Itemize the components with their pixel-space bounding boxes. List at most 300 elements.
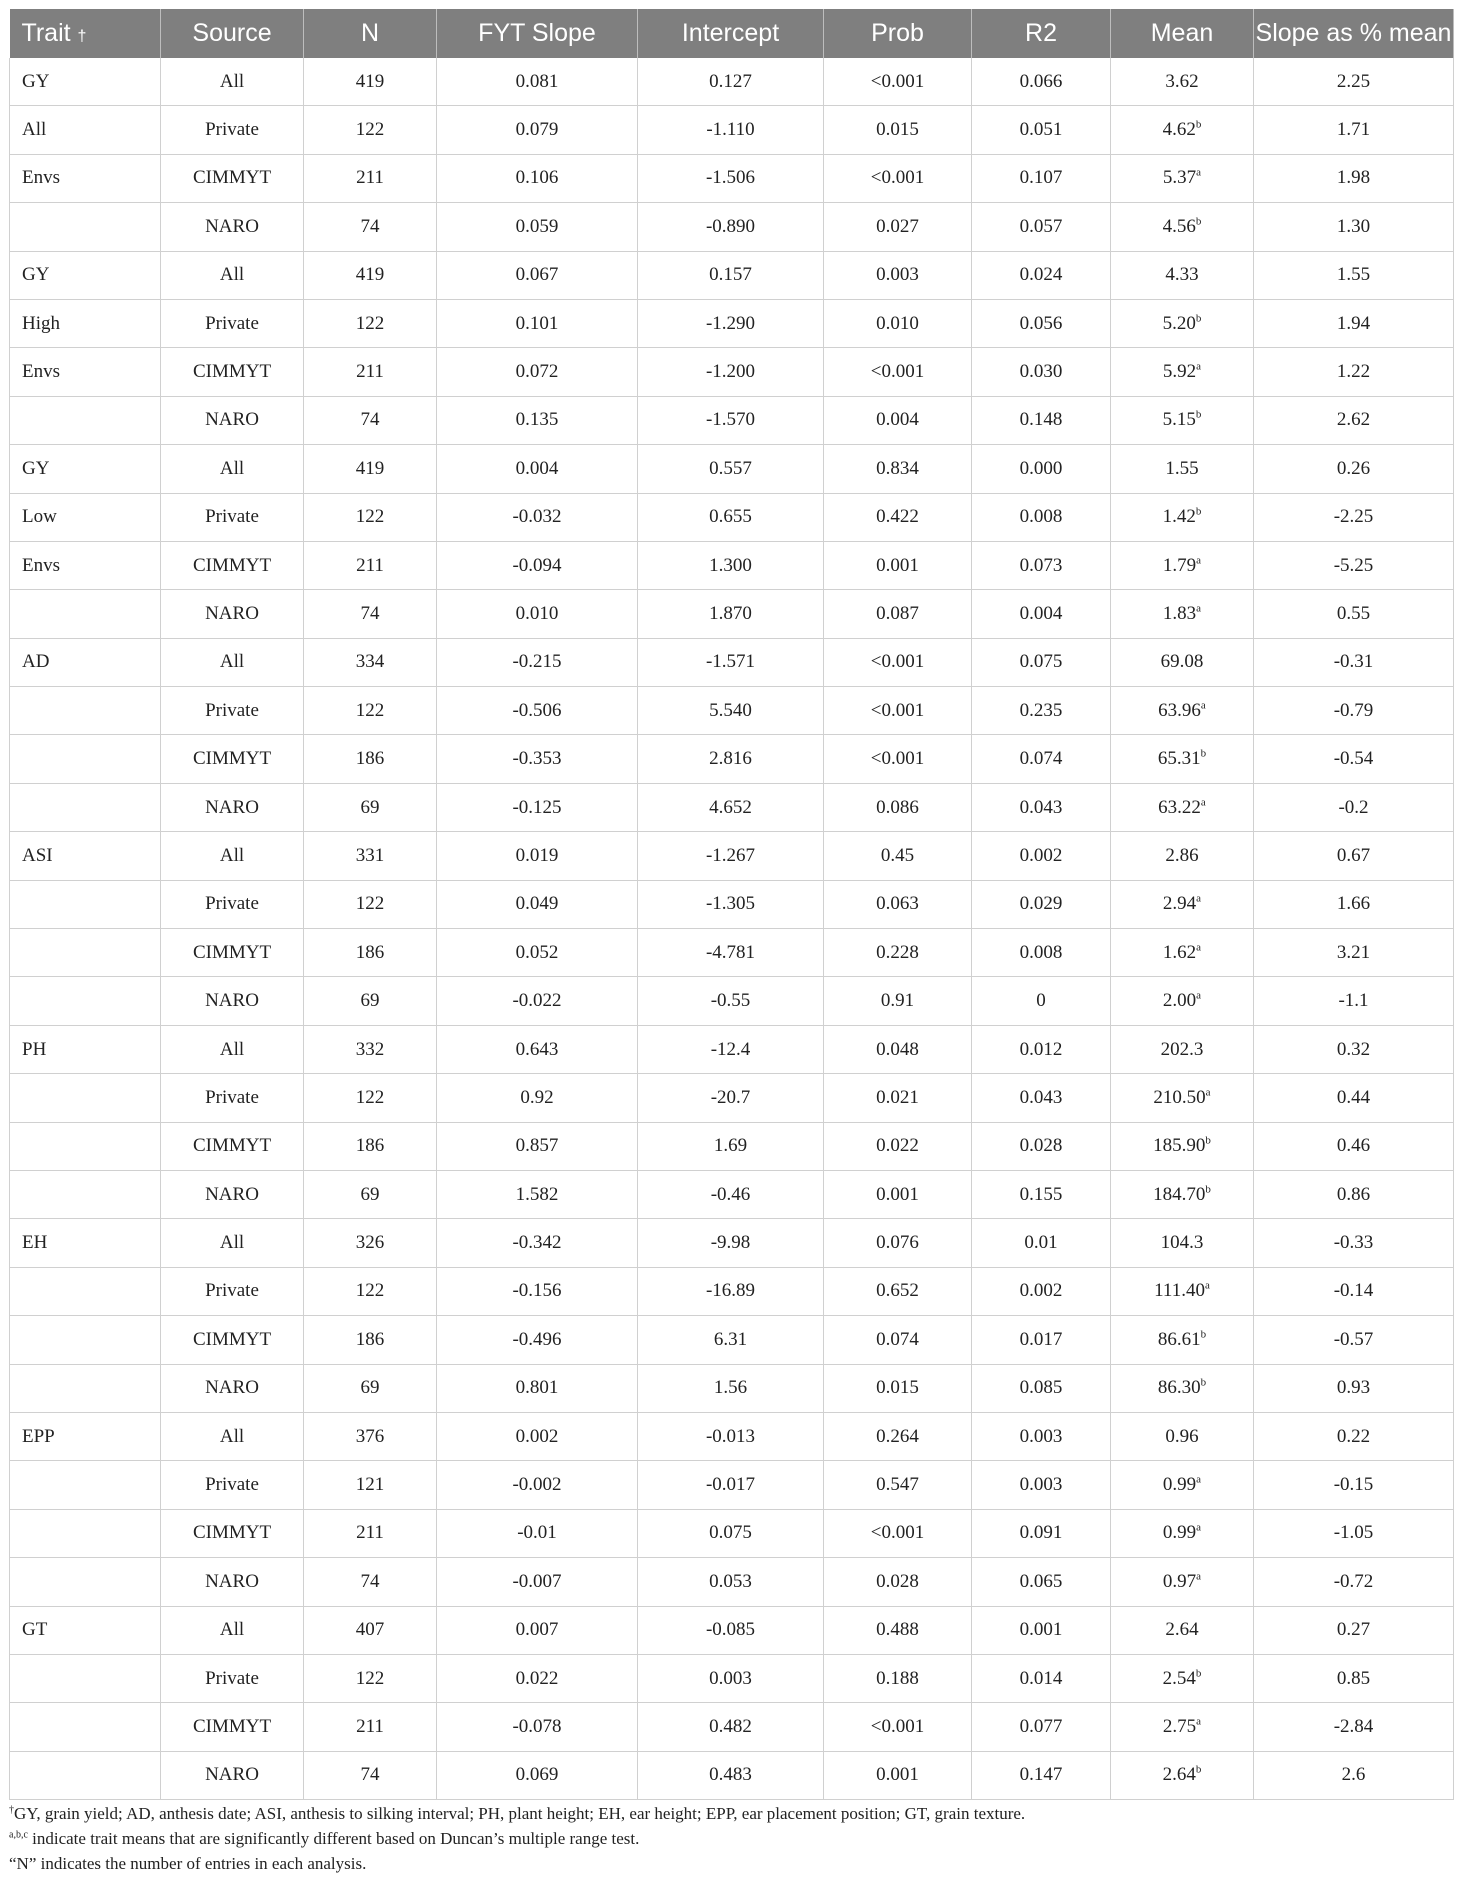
cell-prob: 0.063: [824, 880, 972, 928]
cell-mean: [1111, 1364, 1254, 1412]
cell-prob: <0.001: [824, 348, 972, 396]
cell-prob: 0.91: [824, 977, 972, 1025]
footnote-dagger: †: [9, 1804, 14, 1816]
cell-pct: 1.55: [1254, 251, 1454, 299]
cell-prob: 0.488: [824, 1606, 972, 1654]
cell-intercept: 1.69: [638, 1122, 824, 1170]
cell-trait: PH: [10, 1025, 161, 1073]
cell-mean: [1111, 1267, 1254, 1315]
cell-n: 211: [304, 541, 437, 589]
table-row: [10, 735, 1454, 783]
significance-letter: b: [1195, 215, 1202, 228]
significance-letter: a: [1200, 796, 1206, 809]
mean-value: 86.30: [1157, 1377, 1201, 1399]
cell-trait: [10, 783, 161, 831]
cell-source: Private: [161, 880, 304, 928]
cell-intercept: -0.890: [638, 203, 824, 251]
significance-letter: b: [1205, 1183, 1211, 1196]
cell-intercept: -12.4: [638, 1025, 824, 1073]
mean-value: 210.50: [1153, 1086, 1206, 1108]
cell-source: CIMMYT: [161, 1122, 304, 1170]
cell-prob: 0.652: [824, 1267, 972, 1315]
table-row: [10, 106, 1454, 154]
cell-r2: 0.000: [972, 445, 1111, 493]
cell-r2: 0.001: [972, 1606, 1111, 1654]
cell-pct: 0.86: [1254, 1170, 1454, 1218]
cell-prob: <0.001: [824, 735, 972, 783]
cell-r2: 0.091: [972, 1509, 1111, 1557]
cell-mean: [1111, 493, 1254, 541]
mean-value: 2.75: [1162, 1715, 1197, 1737]
header-pct: Slope as % mean: [1254, 9, 1454, 58]
significance-letter: a: [1205, 1086, 1211, 1099]
cell-source: NARO: [161, 1751, 304, 1799]
cell-source: NARO: [161, 590, 304, 638]
cell-slope: -0.156: [437, 1267, 638, 1315]
cell-pct: 0.32: [1254, 1025, 1454, 1073]
footnote-abbreviations: [9, 1801, 1453, 1826]
cell-pct: 1.94: [1254, 299, 1454, 347]
cell-intercept: -16.89: [638, 1267, 824, 1315]
cell-pct: -0.33: [1254, 1219, 1454, 1267]
cell-mean: [1111, 1558, 1254, 1606]
mean-value: 2.00: [1162, 990, 1197, 1012]
cell-trait: GY: [10, 58, 161, 106]
cell-pct: 0.93: [1254, 1364, 1454, 1412]
cell-r2: 0.004: [972, 590, 1111, 638]
cell-prob: 0.074: [824, 1316, 972, 1364]
table-row: [10, 58, 1454, 106]
mean-value: 4.62: [1162, 119, 1196, 141]
cell-prob: 0.010: [824, 299, 972, 347]
mean-value: 1.42: [1162, 506, 1196, 528]
cell-pct: -0.31: [1254, 638, 1454, 686]
cell-pct: 0.27: [1254, 1606, 1454, 1654]
cell-source: Private: [161, 106, 304, 154]
cell-prob: 0.001: [824, 1170, 972, 1218]
cell-trait: Envs: [10, 541, 161, 589]
cell-r2: 0.057: [972, 203, 1111, 251]
significance-letter: a: [1196, 167, 1202, 180]
cell-prob: 0.001: [824, 1751, 972, 1799]
cell-intercept: -1.110: [638, 106, 824, 154]
cell-source: Private: [161, 1267, 304, 1315]
cell-n: 74: [304, 396, 437, 444]
table-row: [10, 348, 1454, 396]
cell-trait: [10, 203, 161, 251]
cell-source: All: [161, 638, 304, 686]
mean-value: 2.54: [1162, 1667, 1196, 1689]
significance-letter: b: [1200, 747, 1207, 760]
cell-n: 121: [304, 1461, 437, 1509]
table-row: [10, 493, 1454, 541]
cell-slope: 0.052: [437, 929, 638, 977]
cell-trait: [10, 880, 161, 928]
mean-value: 3.62: [1165, 70, 1199, 92]
cell-intercept: -1.506: [638, 154, 824, 202]
table-row: [10, 541, 1454, 589]
cell-source: CIMMYT: [161, 541, 304, 589]
cell-trait: [10, 1316, 161, 1364]
cell-prob: 0.022: [824, 1122, 972, 1170]
cell-slope: -0.342: [437, 1219, 638, 1267]
footnotes: [9, 1801, 1453, 1876]
cell-pct: 0.44: [1254, 1074, 1454, 1122]
mean-value: 86.61: [1157, 1328, 1201, 1350]
cell-pct: -2.25: [1254, 493, 1454, 541]
header-slope: FYT Slope: [437, 9, 638, 58]
cell-trait: [10, 1558, 161, 1606]
cell-intercept: 1.56: [638, 1364, 824, 1412]
table-row: [10, 590, 1454, 638]
table-row: [10, 1606, 1454, 1654]
cell-mean: [1111, 1412, 1254, 1460]
mean-value: 63.96: [1158, 699, 1201, 721]
table-row: [10, 299, 1454, 347]
significance-letter: a: [1196, 360, 1202, 373]
cell-mean: [1111, 154, 1254, 202]
cell-mean: [1111, 1654, 1254, 1702]
cell-source: CIMMYT: [161, 1316, 304, 1364]
cell-n: 211: [304, 154, 437, 202]
footnote-significance: [9, 1826, 1453, 1851]
cell-trait: [10, 590, 161, 638]
cell-mean: [1111, 1703, 1254, 1751]
cell-trait: [10, 396, 161, 444]
cell-slope: -0.215: [437, 638, 638, 686]
cell-pct: 1.98: [1254, 154, 1454, 202]
cell-n: 122: [304, 106, 437, 154]
mean-value: 1.62: [1162, 941, 1197, 963]
mean-value: 202.3: [1160, 1038, 1204, 1060]
cell-trait: [10, 1074, 161, 1122]
mean-value: 0.96: [1165, 1425, 1199, 1447]
footnote-sig-mark: a,b,c: [9, 1829, 28, 1841]
cell-n: 376: [304, 1412, 437, 1460]
cell-r2: 0.056: [972, 299, 1111, 347]
significance-letter: b: [1195, 312, 1202, 325]
cell-intercept: -0.013: [638, 1412, 824, 1460]
mean-value: 4.33: [1165, 264, 1199, 286]
cell-r2: 0.147: [972, 1751, 1111, 1799]
table-row: [10, 1122, 1454, 1170]
cell-n: 122: [304, 299, 437, 347]
cell-r2: 0.075: [972, 638, 1111, 686]
cell-n: 331: [304, 832, 437, 880]
cell-r2: 0.008: [972, 929, 1111, 977]
cell-r2: 0.155: [972, 1170, 1111, 1218]
cell-slope: -0.506: [437, 687, 638, 735]
cell-n: 74: [304, 590, 437, 638]
cell-pct: 2.62: [1254, 396, 1454, 444]
cell-pct: -1.1: [1254, 977, 1454, 1025]
cell-trait: EPP: [10, 1412, 161, 1460]
cell-prob: 0.076: [824, 1219, 972, 1267]
mean-value: 0.99: [1162, 1474, 1197, 1496]
cell-r2: 0.012: [972, 1025, 1111, 1073]
cell-slope: 1.582: [437, 1170, 638, 1218]
cell-prob: <0.001: [824, 687, 972, 735]
table-row: [10, 396, 1454, 444]
cell-n: 69: [304, 977, 437, 1025]
significance-letter: b: [1195, 409, 1202, 422]
mean-value: 111.40: [1154, 1280, 1205, 1302]
cell-slope: -0.032: [437, 493, 638, 541]
cell-intercept: -9.98: [638, 1219, 824, 1267]
header-mean: Mean: [1111, 9, 1254, 58]
table-row: [10, 1364, 1454, 1412]
cell-mean: [1111, 203, 1254, 251]
cell-mean: [1111, 590, 1254, 638]
cell-source: CIMMYT: [161, 154, 304, 202]
cell-n: 211: [304, 1509, 437, 1557]
cell-intercept: 5.540: [638, 687, 824, 735]
cell-source: CIMMYT: [161, 929, 304, 977]
table-row: [10, 445, 1454, 493]
table-row: [10, 832, 1454, 880]
cell-source: CIMMYT: [161, 1509, 304, 1557]
cell-mean: [1111, 348, 1254, 396]
cell-prob: 0.003: [824, 251, 972, 299]
cell-trait: [10, 1364, 161, 1412]
cell-slope: 0.010: [437, 590, 638, 638]
table-row: [10, 1509, 1454, 1557]
cell-intercept: 0.127: [638, 58, 824, 106]
cell-pct: 0.67: [1254, 832, 1454, 880]
cell-pct: -0.15: [1254, 1461, 1454, 1509]
cell-trait: [10, 1170, 161, 1218]
mean-value: 4.56: [1162, 215, 1196, 237]
cell-trait: [10, 1654, 161, 1702]
footnote-n: “N” indicates the number of entries in each analysis.: [9, 1854, 367, 1873]
cell-pct: 1.30: [1254, 203, 1454, 251]
cell-trait: GY: [10, 251, 161, 299]
cell-r2: 0.002: [972, 832, 1111, 880]
cell-r2: 0.235: [972, 687, 1111, 735]
cell-source: CIMMYT: [161, 735, 304, 783]
cell-mean: [1111, 541, 1254, 589]
cell-source: All: [161, 832, 304, 880]
header-row: [10, 9, 1454, 58]
mean-value: 2.86: [1165, 844, 1199, 866]
cell-pct: 1.66: [1254, 880, 1454, 928]
significance-letter: b: [1200, 1376, 1207, 1389]
cell-pct: 2.25: [1254, 58, 1454, 106]
cell-mean: [1111, 1025, 1254, 1073]
cell-prob: <0.001: [824, 1509, 972, 1557]
mean-value: 5.92: [1162, 361, 1197, 383]
cell-slope: -0.007: [437, 1558, 638, 1606]
cell-n: 407: [304, 1606, 437, 1654]
cell-r2: 0.065: [972, 1558, 1111, 1606]
cell-r2: 0.073: [972, 541, 1111, 589]
cell-slope: -0.002: [437, 1461, 638, 1509]
cell-n: 186: [304, 1122, 437, 1170]
cell-mean: [1111, 251, 1254, 299]
cell-pct: 0.26: [1254, 445, 1454, 493]
table-row: [10, 1412, 1454, 1460]
cell-slope: -0.01: [437, 1509, 638, 1557]
cell-prob: 0.45: [824, 832, 972, 880]
cell-n: 69: [304, 1170, 437, 1218]
cell-pct: -0.79: [1254, 687, 1454, 735]
cell-trait: High: [10, 299, 161, 347]
cell-r2: 0.029: [972, 880, 1111, 928]
cell-prob: 0.048: [824, 1025, 972, 1073]
footnote-abbreviations-text: GY, grain yield; AD, anthesis date; ASI, anthesis to silking interval; PH, plant height; EH, ear height; EPP, ear placement position; GT, grain texture.: [14, 1804, 1026, 1823]
cell-mean: [1111, 1751, 1254, 1799]
cell-pct: 0.55: [1254, 590, 1454, 638]
cell-n: 186: [304, 1316, 437, 1364]
cell-slope: 0.069: [437, 1751, 638, 1799]
cell-intercept: -0.55: [638, 977, 824, 1025]
cell-pct: -0.14: [1254, 1267, 1454, 1315]
cell-trait: [10, 1461, 161, 1509]
cell-source: Private: [161, 1654, 304, 1702]
cell-intercept: -20.7: [638, 1074, 824, 1122]
cell-intercept: -0.46: [638, 1170, 824, 1218]
cell-intercept: 2.816: [638, 735, 824, 783]
cell-source: Private: [161, 493, 304, 541]
cell-prob: <0.001: [824, 1703, 972, 1751]
cell-prob: 0.087: [824, 590, 972, 638]
cell-mean: [1111, 1170, 1254, 1218]
cell-slope: 0.857: [437, 1122, 638, 1170]
table-row: [10, 1074, 1454, 1122]
cell-intercept: -0.085: [638, 1606, 824, 1654]
mean-value: 185.90: [1153, 1135, 1206, 1157]
cell-slope: 0.067: [437, 251, 638, 299]
cell-prob: 0.086: [824, 783, 972, 831]
cell-source: NARO: [161, 1364, 304, 1412]
cell-prob: 0.015: [824, 1364, 972, 1412]
cell-source: NARO: [161, 396, 304, 444]
mean-value: 5.15: [1162, 409, 1196, 431]
dagger-mark: †: [77, 28, 87, 45]
cell-n: 74: [304, 1751, 437, 1799]
cell-source: All: [161, 1412, 304, 1460]
cell-pct: 3.21: [1254, 929, 1454, 977]
cell-pct: 2.6: [1254, 1751, 1454, 1799]
cell-slope: 0.801: [437, 1364, 638, 1412]
cell-source: All: [161, 1025, 304, 1073]
cell-prob: 0.228: [824, 929, 972, 977]
significance-letter: a: [1196, 1522, 1202, 1535]
significance-letter: a: [1200, 699, 1206, 712]
cell-r2: 0.024: [972, 251, 1111, 299]
table-row: [10, 1316, 1454, 1364]
table-row: [10, 1703, 1454, 1751]
cell-pct: -0.54: [1254, 735, 1454, 783]
cell-source: NARO: [161, 1558, 304, 1606]
cell-slope: 0.643: [437, 1025, 638, 1073]
table-row: [10, 929, 1454, 977]
results-table: [9, 9, 1454, 1800]
cell-trait: Low: [10, 493, 161, 541]
table-row: [10, 1751, 1454, 1799]
cell-trait: [10, 977, 161, 1025]
cell-mean: [1111, 396, 1254, 444]
cell-trait: [10, 1703, 161, 1751]
table-row: [10, 1558, 1454, 1606]
cell-n: 122: [304, 1074, 437, 1122]
cell-n: 74: [304, 1558, 437, 1606]
cell-prob: 0.021: [824, 1074, 972, 1122]
cell-intercept: 0.075: [638, 1509, 824, 1557]
cell-intercept: 0.557: [638, 445, 824, 493]
cell-mean: [1111, 687, 1254, 735]
table-row: [10, 1025, 1454, 1073]
significance-letter: a: [1196, 893, 1202, 905]
cell-mean: [1111, 880, 1254, 928]
cell-r2: 0.017: [972, 1316, 1111, 1364]
significance-letter: b: [1200, 1328, 1207, 1341]
significance-letter: b: [1205, 1134, 1211, 1147]
cell-mean: [1111, 1461, 1254, 1509]
cell-slope: 0.92: [437, 1074, 638, 1122]
cell-trait: [10, 687, 161, 735]
cell-slope: -0.078: [437, 1703, 638, 1751]
table-body: [10, 58, 1454, 1800]
cell-trait: Envs: [10, 154, 161, 202]
cell-n: 211: [304, 348, 437, 396]
cell-slope: 0.002: [437, 1412, 638, 1460]
mean-value: 2.64: [1165, 1619, 1199, 1641]
cell-mean: [1111, 929, 1254, 977]
cell-slope: -0.022: [437, 977, 638, 1025]
cell-source: All: [161, 251, 304, 299]
cell-slope: 0.106: [437, 154, 638, 202]
header-trait-label: Trait: [21, 19, 71, 47]
cell-pct: -1.05: [1254, 1509, 1454, 1557]
significance-letter: b: [1195, 505, 1202, 518]
cell-r2: 0.014: [972, 1654, 1111, 1702]
cell-slope: 0.135: [437, 396, 638, 444]
cell-r2: 0.01: [972, 1219, 1111, 1267]
table-row: [10, 1170, 1454, 1218]
significance-letter: b: [1195, 1764, 1202, 1777]
table-row: [10, 1219, 1454, 1267]
cell-r2: 0.043: [972, 1074, 1111, 1122]
cell-n: 419: [304, 58, 437, 106]
significance-letter: a: [1196, 989, 1202, 1002]
cell-n: 122: [304, 880, 437, 928]
cell-slope: 0.059: [437, 203, 638, 251]
cell-pct: -0.72: [1254, 1558, 1454, 1606]
significance-letter: a: [1196, 554, 1202, 567]
cell-r2: 0.030: [972, 348, 1111, 396]
cell-trait: [10, 1122, 161, 1170]
cell-n: 122: [304, 1654, 437, 1702]
cell-slope: 0.022: [437, 1654, 638, 1702]
cell-pct: 0.22: [1254, 1412, 1454, 1460]
cell-mean: [1111, 1122, 1254, 1170]
cell-r2: 0.028: [972, 1122, 1111, 1170]
cell-n: 419: [304, 445, 437, 493]
mean-value: 69.08: [1160, 651, 1204, 673]
cell-r2: 0.008: [972, 493, 1111, 541]
cell-trait: Envs: [10, 348, 161, 396]
cell-slope: -0.496: [437, 1316, 638, 1364]
cell-n: 332: [304, 1025, 437, 1073]
header-intercept: Intercept: [638, 9, 824, 58]
cell-mean: [1111, 299, 1254, 347]
cell-n: 334: [304, 638, 437, 686]
cell-n: 69: [304, 783, 437, 831]
significance-letter: a: [1196, 1473, 1202, 1486]
cell-source: NARO: [161, 203, 304, 251]
cell-pct: 0.85: [1254, 1654, 1454, 1702]
